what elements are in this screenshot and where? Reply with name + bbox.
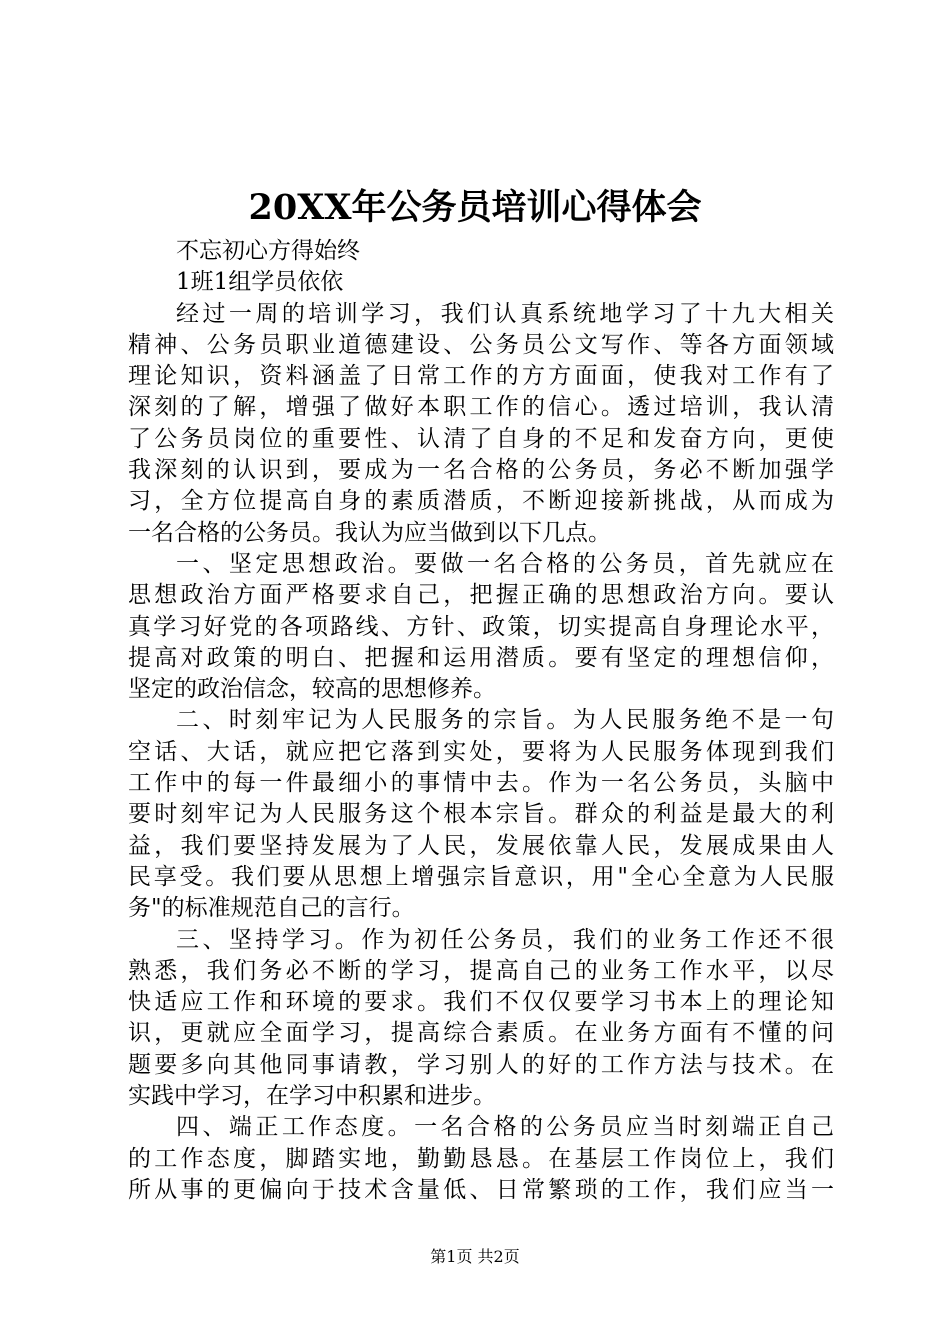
text-line: 我深刻的认识到，要成为一名合格的公务员，务必不断加强学 bbox=[128, 457, 834, 484]
text-line: 三、坚持学习。作为初任公务员，我们的业务工作还不很 bbox=[176, 926, 834, 953]
text-line: 要时刻牢记为人民服务这个根本宗旨。群众的利益是最大的利 bbox=[128, 801, 834, 828]
text-line: 题要多向其他同事请教，学习别人的好的工作方法与技术。在 bbox=[128, 1051, 834, 1078]
text-line: 务"的标准规范自己的言行。 bbox=[128, 895, 415, 922]
text-line: 真学习好党的各项路线、方针、政策，切实提高自身理论水平， bbox=[128, 613, 834, 640]
text-line: 实践中学习，在学习中积累和进步。 bbox=[128, 1083, 496, 1110]
text-line: 1班1组学员依依 bbox=[176, 269, 344, 296]
text-line: 益，我们要坚持发展为了人民，发展依靠人民，发展成果由人 bbox=[128, 832, 834, 859]
text-line: 深刻的了解，增强了做好本职工作的信心。透过培训，我认清 bbox=[128, 394, 834, 421]
text-line: 精神、公务员职业道德建设、公务员公文写作、等各方面领域 bbox=[128, 331, 834, 358]
text-line: 的工作态度，脚踏实地，勤勤恳恳。在基层工作岗位上，我们 bbox=[128, 1145, 834, 1172]
text-line: 一名合格的公务员。我认为应当做到以下几点。 bbox=[128, 519, 611, 546]
text-line: 民享受。我们要从思想上增强宗旨意识，用"全心全意为人民服 bbox=[128, 863, 834, 890]
text-line: 不忘初心方得始终 bbox=[176, 238, 360, 264]
document-body bbox=[128, 236, 834, 1206]
text-line: 提高对政策的明白、把握和运用潜质。要有坚定的理想信仰， bbox=[128, 644, 834, 671]
text-line: 熟悉，我们务必不断的学习，提高自己的业务工作水平，以尽 bbox=[128, 957, 834, 984]
text-line: 一、坚定思想政治。要做一名合格的公务员，首先就应在 bbox=[176, 550, 834, 577]
text-line: 快适应工作和环境的要求。我们不仅仅要学习书本上的理论知 bbox=[128, 989, 834, 1016]
text-line: 坚定的政治信念，较高的思想修养。 bbox=[128, 676, 496, 703]
text-line: 所从事的更偏向于技术含量低、日常繁琐的工作，我们应当一 bbox=[128, 1176, 834, 1203]
text-line: 思想政治方面严格要求自己，把握正确的思想政治方向。要认 bbox=[128, 582, 834, 609]
text-line: 习，全方位提高自身的素质潜质，不断迎接新挑战，从而成为 bbox=[128, 488, 834, 515]
text-line: 了公务员岗位的重要性、认清了自身的不足和发奋方向，更使 bbox=[128, 425, 834, 452]
text-line: 理论知识，资料涵盖了日常工作的方方面面，使我对工作有了 bbox=[128, 363, 834, 390]
page-footer: 第1页 共2页 bbox=[430, 1247, 520, 1266]
text-line: 经过一周的培训学习，我们认真系统地学习了十九大相关 bbox=[176, 300, 834, 327]
text-line: 四、端正工作态度。一名合格的公务员应当时刻端正自己 bbox=[176, 1114, 834, 1141]
text-line: 空话、大话，就应把它落到实处，要将为人民服务体现到我们 bbox=[128, 738, 834, 765]
text-line: 二、时刻牢记为人民服务的宗旨。为人民服务绝不是一句 bbox=[176, 707, 834, 734]
text-line: 工作中的每一件最细小的事情中去。作为一名公务员，头脑中 bbox=[128, 770, 834, 797]
text-line: 识，更就应全面学习，提高综合素质。在业务方面有不懂的问 bbox=[128, 1020, 834, 1047]
document-title: 20XX年公务员培训心得体会 bbox=[248, 187, 702, 228]
